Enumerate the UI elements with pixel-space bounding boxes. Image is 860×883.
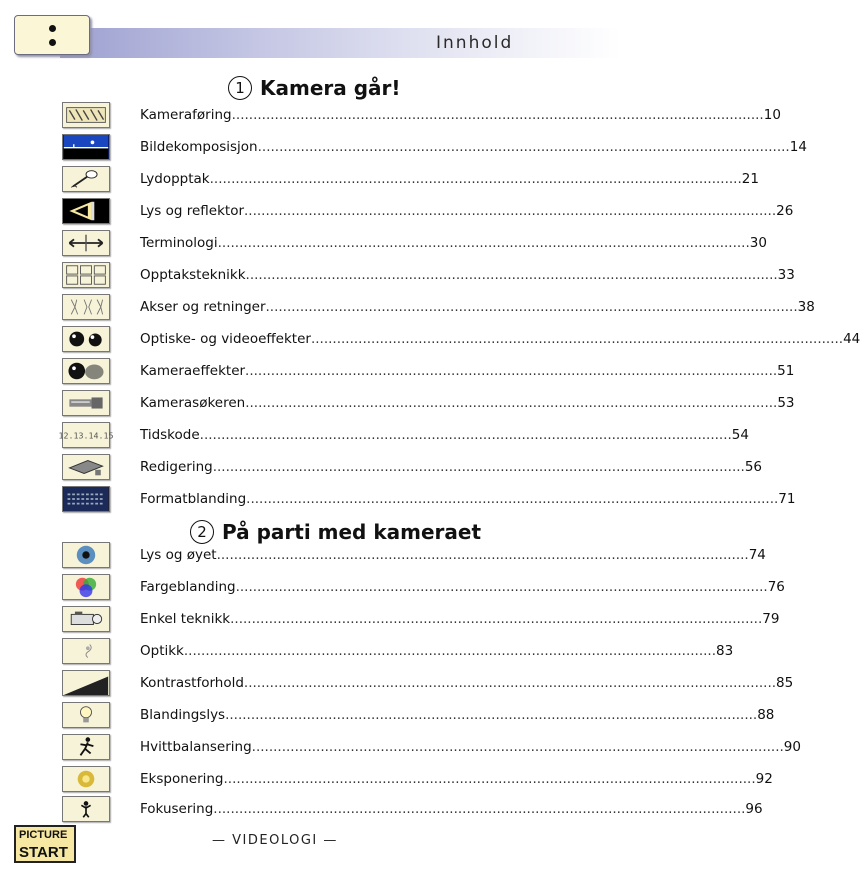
color-mix-icon: [62, 574, 110, 600]
entry-label[interactable]: Fokusering: [140, 801, 214, 817]
entry-page: 76: [767, 579, 785, 595]
focus-figure-icon: [62, 796, 110, 822]
entry-label[interactable]: Kamerasøkeren: [140, 395, 246, 411]
toc-row[interactable]: [62, 734, 801, 760]
entry-page: 92: [755, 771, 773, 787]
section-heading-2: [190, 520, 481, 544]
toc-row[interactable]: [62, 294, 815, 320]
logo-line-2: START: [19, 844, 68, 861]
horizon-icon: [62, 134, 110, 160]
figures-icon: [62, 294, 110, 320]
exposure-icon: [62, 766, 110, 792]
spheres-icon: [62, 326, 110, 352]
entry-page: 56: [744, 459, 763, 475]
viewfinder-icon: [62, 390, 110, 416]
entry-page: 53: [777, 395, 795, 411]
toc-row[interactable]: [62, 606, 780, 632]
contrast-icon: [62, 670, 110, 696]
menu-button[interactable]: [14, 15, 90, 55]
microphone-icon: [62, 166, 110, 192]
entry-label[interactable]: Optiske- og videoeffekter: [140, 331, 311, 347]
page-title: Innhold: [436, 33, 514, 53]
entry-page: 85: [776, 675, 794, 691]
entry-label[interactable]: Fargeblanding: [140, 579, 236, 595]
footer-text: — VIDEOLOGI —: [212, 833, 338, 848]
dot-icon: [49, 39, 56, 46]
header-bar: [60, 28, 620, 58]
toc-row[interactable]: [62, 198, 794, 224]
toc-row[interactable]: [62, 542, 766, 568]
entry-label[interactable]: Kontrastforhold: [140, 675, 244, 691]
section-number: 2: [190, 520, 214, 544]
blur-sphere-icon: [62, 358, 110, 384]
toc-row[interactable]: [62, 670, 794, 696]
toc-row[interactable]: [62, 702, 775, 728]
entry-page: 79: [762, 611, 780, 627]
section-title: Kamera går!: [260, 76, 401, 100]
entry-page: 54: [731, 427, 749, 443]
entry-label[interactable]: Lys og øyet: [140, 547, 217, 563]
bulb-icon: [62, 702, 110, 728]
arrows-icon: [62, 230, 110, 256]
timecode-text: 12.13.14.15: [58, 430, 114, 441]
entry-label[interactable]: Formatblanding: [140, 491, 247, 507]
lens-icon: [62, 638, 110, 664]
entry-page: 71: [778, 491, 796, 507]
toc-row[interactable]: [62, 638, 734, 664]
toc-row[interactable]: [62, 134, 807, 160]
timecode-icon: [58, 422, 114, 448]
toc-row[interactable]: [62, 766, 773, 792]
editing-deck-icon: [62, 454, 110, 480]
storyboard-icon: [62, 262, 110, 288]
dot-icon: [49, 25, 56, 32]
entry-label[interactable]: Eksponering: [140, 771, 224, 787]
runner-icon: [62, 734, 110, 760]
camera-icon: [62, 606, 110, 632]
toc-row[interactable]: [62, 486, 796, 512]
entry-label[interactable]: Opptaksteknikk: [140, 267, 246, 283]
section-number: 1: [228, 76, 252, 100]
toc-row[interactable]: [62, 358, 795, 384]
entry-label[interactable]: Akser og retninger: [140, 299, 266, 315]
toc-row[interactable]: [62, 454, 763, 480]
entry-page: 38: [797, 299, 815, 315]
entry-label[interactable]: Kameraeffekter: [140, 363, 246, 379]
film-strip-icon: [62, 102, 110, 128]
logo-line-1: PICTURE: [19, 829, 68, 841]
toc-row[interactable]: [62, 796, 763, 822]
entry-label[interactable]: Tidskode: [140, 427, 200, 443]
entry-label[interactable]: Lydopptak: [140, 171, 210, 187]
entry-label[interactable]: Optikk: [140, 643, 184, 659]
entry-label[interactable]: Enkel teknikk: [140, 611, 231, 627]
picture-start-logo[interactable]: [14, 825, 76, 863]
format-tape-icon: [62, 486, 110, 512]
entry-label[interactable]: Hvittbalansering: [140, 739, 252, 755]
entry-page: 74: [748, 547, 766, 563]
light-beam-icon: [62, 198, 110, 224]
toc-row[interactable]: [62, 102, 781, 128]
entry-page: 33: [777, 267, 795, 283]
entry-page: 30: [749, 235, 767, 251]
eye-icon: [62, 542, 110, 568]
entry-page: 90: [783, 739, 801, 755]
toc-row[interactable]: [62, 326, 860, 352]
entry-page: 96: [745, 801, 763, 817]
entry-label[interactable]: Bildekomposisjon: [140, 139, 258, 155]
toc-row[interactable]: [62, 166, 759, 192]
entry-page: 26: [776, 203, 794, 219]
entry-page: 88: [757, 707, 775, 723]
entry-label[interactable]: Lys og reflektor: [140, 203, 245, 219]
toc-row[interactable]: [62, 390, 795, 416]
entry-page: 83: [716, 643, 734, 659]
entry-page: 51: [777, 363, 795, 379]
toc-row[interactable]: [62, 574, 785, 600]
section-title: På parti med kameraet: [222, 520, 482, 544]
section-heading-1: [228, 76, 401, 100]
entry-label[interactable]: Redigering: [140, 459, 213, 475]
entry-page: 14: [789, 139, 807, 155]
entry-label[interactable]: Kameraføring: [140, 107, 232, 123]
entry-label[interactable]: Terminologi: [140, 235, 218, 251]
toc-row[interactable]: [62, 262, 795, 288]
toc-row[interactable]: [62, 230, 767, 256]
entry-page: 21: [741, 171, 759, 187]
entry-label[interactable]: Blandingslys: [140, 707, 226, 723]
entry-page: 44: [843, 331, 860, 347]
entry-page: 10: [763, 107, 781, 123]
toc-row[interactable]: [58, 422, 749, 448]
